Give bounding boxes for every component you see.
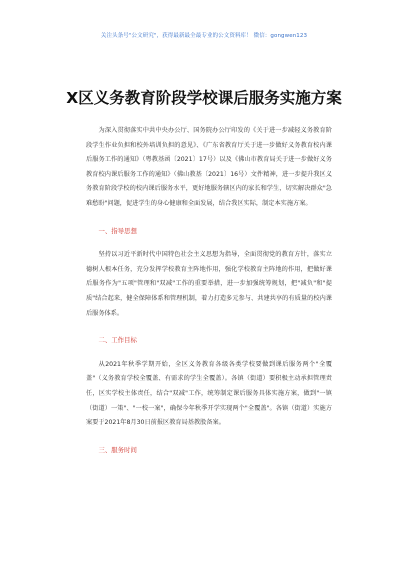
document-title: X区义务教育阶段学校课后服务实施方案 <box>66 89 342 107</box>
document-body <box>86 124 332 457</box>
promo-banner[interactable]: 关注头条号"公文研究"，获得最新最全最专业的公文资料库！ 微信：gongwen123 <box>100 33 308 39</box>
section-body-guiding-ideology: 坚持以习近平新时代中国特色社会主义思想为指导，全面贯彻党的教育方针，落实立德树人根本任务，充分发挥学校教育主阵地作用，强化学校教育主阵地的作用，把做好课后服务作为"五项"管理和"双减"工作的重要举措，进一步加强统筹规划，把"减负"和"提质"结合起来，健全保障体系和管理机制，着力打造多元参与、共建共享的有质量的校内课后服务体系。 <box>86 251 332 317</box>
section-heading-work-goals: 二、工作目标 <box>98 336 137 345</box>
section-body-work-goals: 从2021年秋季学期开始，全区义务教育各级各类学校要做到课后服务两个"全覆盖"（义务教育学校全覆盖、有需求的学生全覆盖）。各镇（街道）要积极主动承担管理责任，区实学校主体责任，结合"双减"工作，统筹制定课后服务具体实施方案，做到"一镇（街道）一策"、"一校一案"，确保今年秋季开学实现两个"全覆盖"。各镇（街道）实施方案要于2021年8月30日前报区教育局基教股备案。 <box>86 360 332 427</box>
section-heading-service-time: 三、服务时间 <box>98 445 137 454</box>
intro-paragraph: 为深入贯彻落实中共中央办公厅、国务院办公厅印发的《关于进一步减轻义务教育阶段学生作业负担和校外培训负担的意见》、《广东省教育厅关于进一步做好义务教育校内课后服务工作的通知》（粤教基函〔2021〕17号）以及《佛山市教育局关于进一步做好义务教育校内课后服务工作的通知》（佛山教基〔2021〕16号）文件精神，进一步提升我区义务教育阶段学校的校内课后服务水平，更好地服务辖区内的家长和学生，切实解决群众"急难愁盼"问题，促进学生的身心健康和全面发展，结合我区实际，制定本实施方案。 <box>86 127 332 207</box>
section-heading-guiding-ideology: 一、指导思想 <box>98 226 137 235</box>
